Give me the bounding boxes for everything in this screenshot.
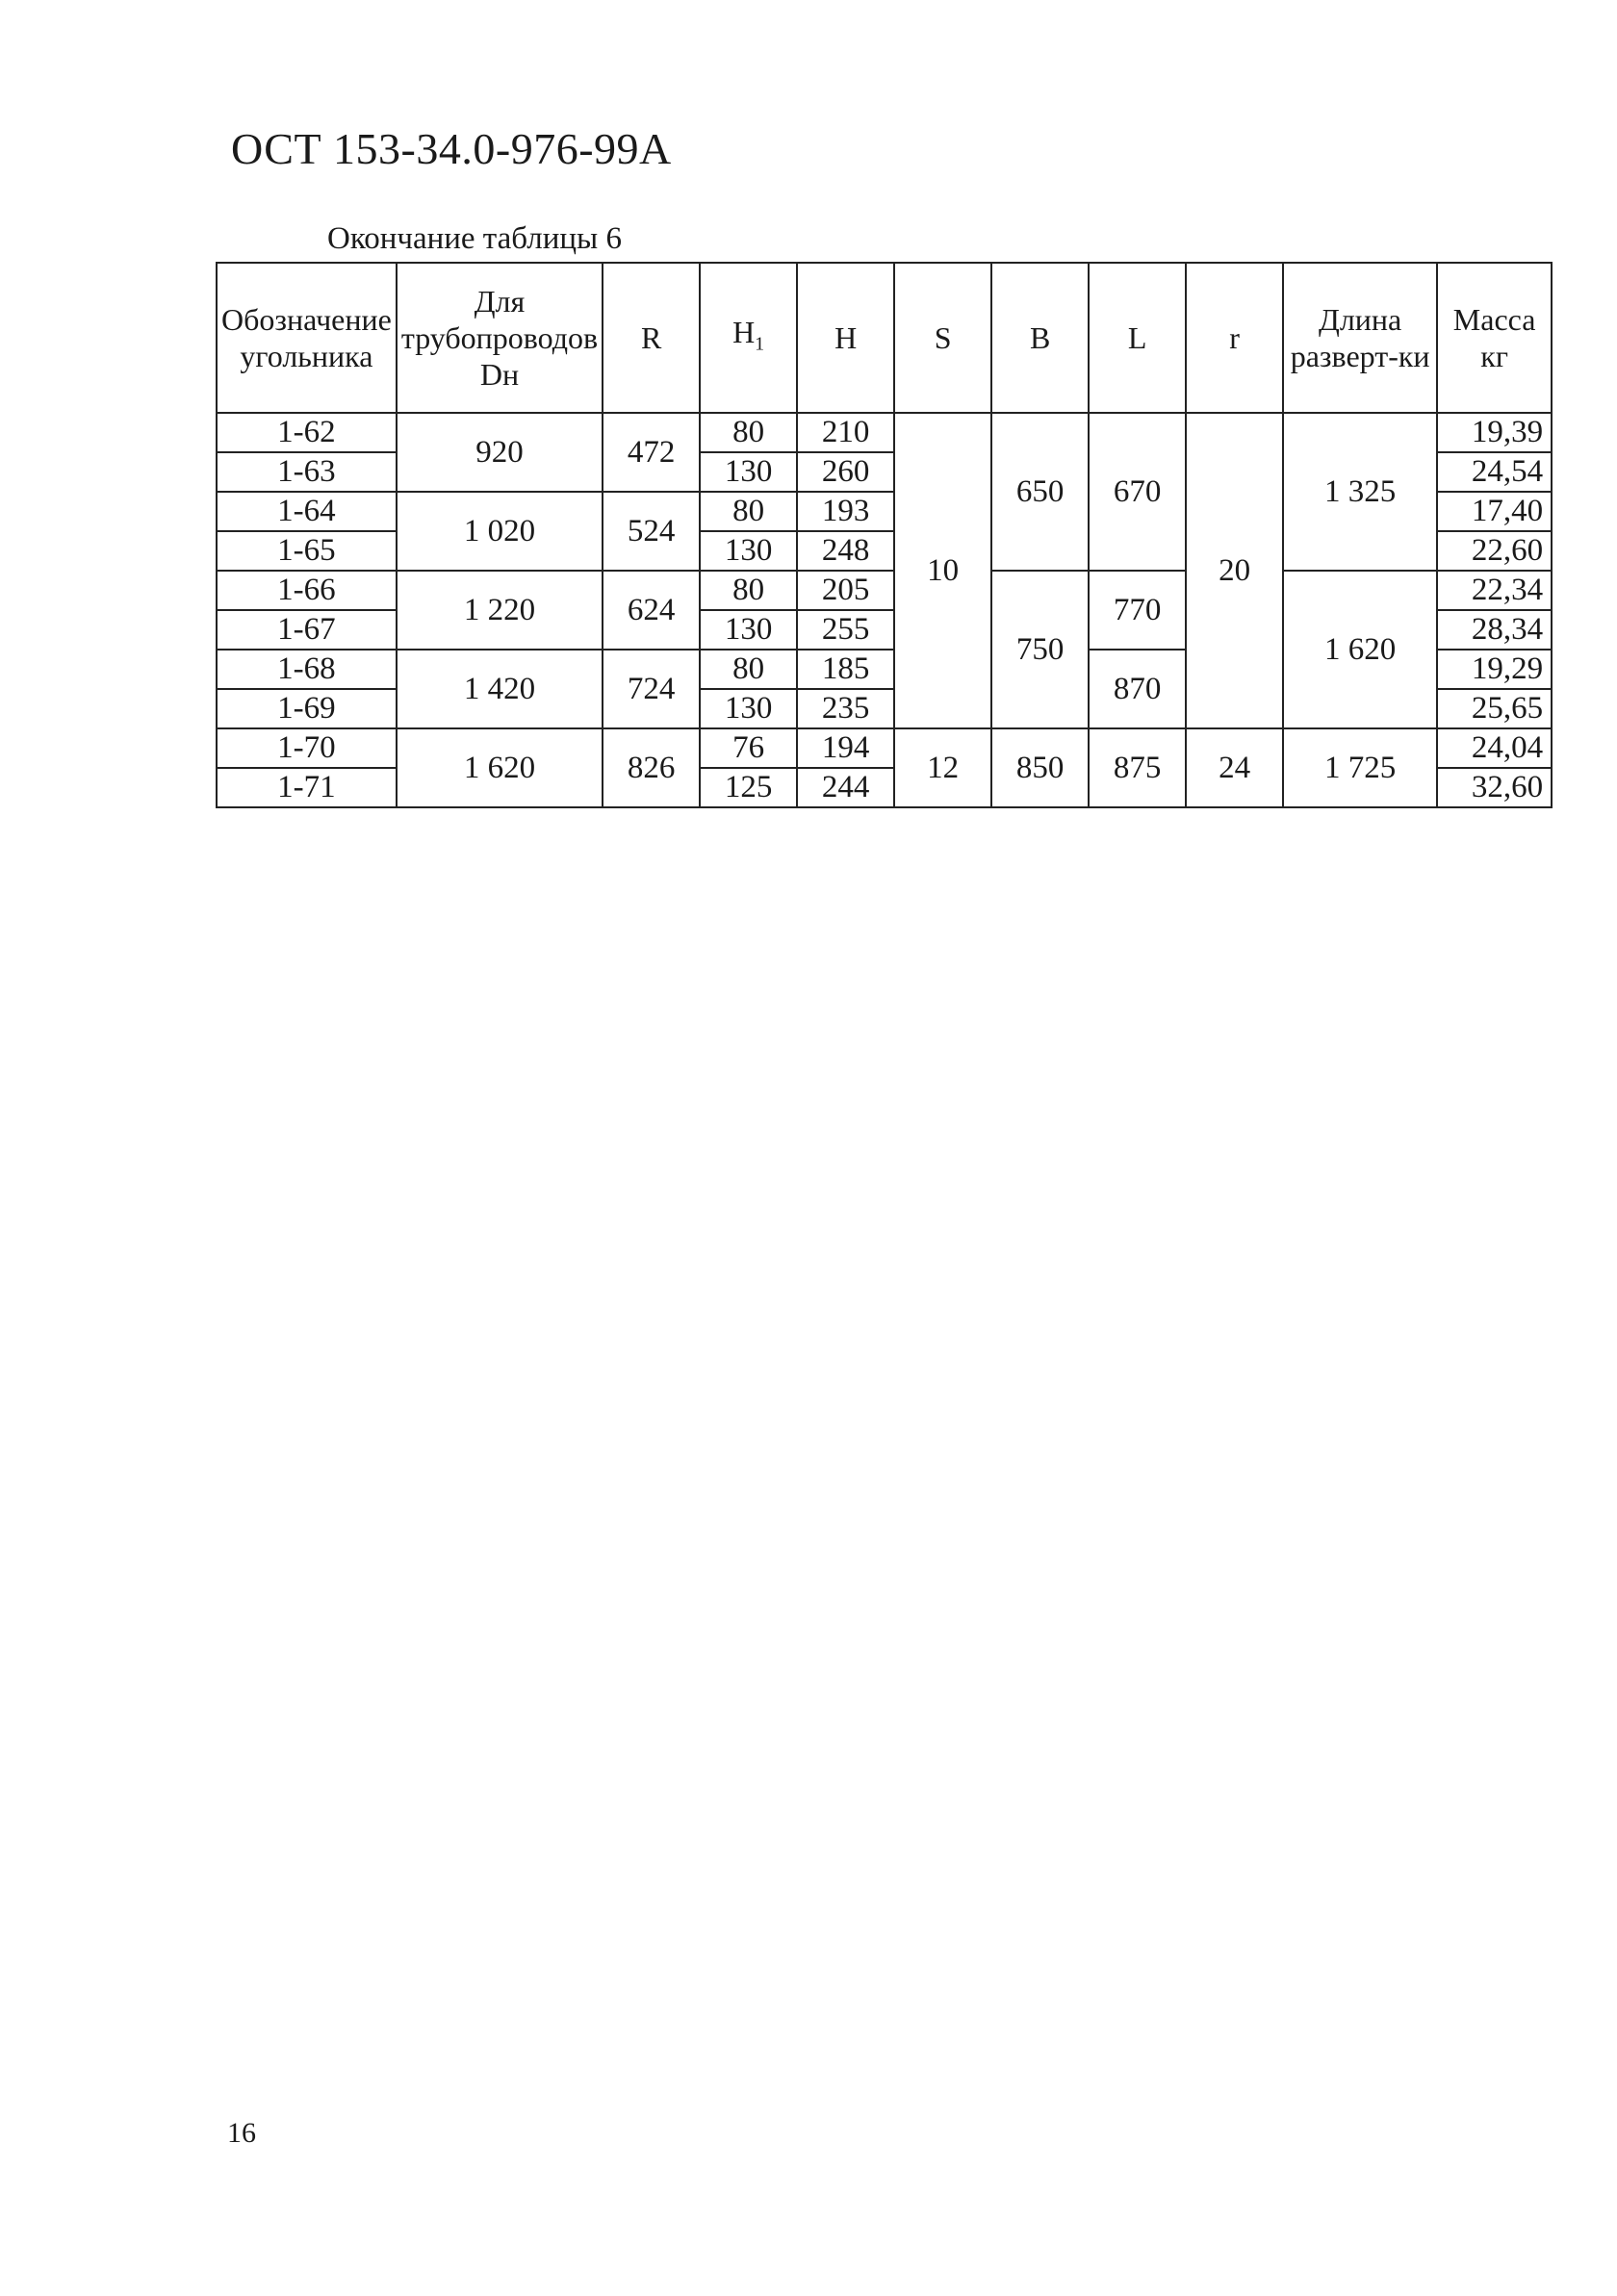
cell-r: 524 (603, 492, 700, 571)
cell-mass: 32,60 (1437, 768, 1552, 807)
cell-l: 770 (1089, 571, 1186, 650)
cell-mass: 25,65 (1437, 689, 1552, 728)
cell-b: 850 (991, 728, 1089, 807)
cell-b: 750 (991, 571, 1089, 728)
table-row (217, 571, 1552, 610)
cell-designation: 1-68 (217, 650, 397, 689)
table-row (217, 413, 1552, 452)
cell-r: 826 (603, 728, 700, 807)
cell-dn: 1 620 (397, 728, 603, 807)
header-length: Длина разверт-ки (1283, 263, 1437, 413)
table-caption: Окончание таблицы 6 (327, 221, 622, 256)
cell-h1: 130 (700, 689, 797, 728)
cell-mass: 22,60 (1437, 531, 1552, 571)
cell-length: 1 325 (1283, 413, 1437, 571)
cell-mass: 19,39 (1437, 413, 1552, 452)
cell-h: 235 (797, 689, 894, 728)
table-header-row (217, 263, 1552, 413)
cell-h: 248 (797, 531, 894, 571)
cell-dn: 920 (397, 413, 603, 492)
cell-designation: 1-63 (217, 452, 397, 492)
cell-h1: 130 (700, 452, 797, 492)
page-number: 16 (227, 2117, 256, 2149)
cell-length: 1 620 (1283, 571, 1437, 728)
header-r-small: r (1186, 263, 1283, 413)
cell-r: 624 (603, 571, 700, 650)
cell-mass: 28,34 (1437, 610, 1552, 650)
cell-designation: 1-64 (217, 492, 397, 531)
cell-designation: 1-71 (217, 768, 397, 807)
spec-table (216, 262, 1553, 808)
document-code: ОСТ 153-34.0-976-99А (231, 124, 672, 173)
cell-length: 1 725 (1283, 728, 1437, 807)
cell-mass: 22,34 (1437, 571, 1552, 610)
cell-dn: 1 220 (397, 571, 603, 650)
table-row (217, 728, 1552, 768)
cell-l: 670 (1089, 413, 1186, 571)
cell-h: 205 (797, 571, 894, 610)
cell-h1: 125 (700, 768, 797, 807)
cell-designation: 1-65 (217, 531, 397, 571)
cell-h: 194 (797, 728, 894, 768)
cell-designation: 1-67 (217, 610, 397, 650)
cell-r: 472 (603, 413, 700, 492)
cell-designation: 1-70 (217, 728, 397, 768)
cell-h1: 80 (700, 650, 797, 689)
header-pipeline: Для трубопроводов Dн (397, 263, 603, 413)
cell-mass: 24,04 (1437, 728, 1552, 768)
cell-h: 260 (797, 452, 894, 492)
cell-dn: 1 420 (397, 650, 603, 728)
header-b: B (991, 263, 1089, 413)
cell-r-small: 20 (1186, 413, 1283, 728)
cell-designation: 1-66 (217, 571, 397, 610)
cell-h: 244 (797, 768, 894, 807)
cell-designation: 1-69 (217, 689, 397, 728)
header-h1: $H_1$ (700, 263, 797, 413)
cell-mass: 19,29 (1437, 650, 1552, 689)
cell-s: 10 (894, 413, 991, 728)
cell-dn: 1 020 (397, 492, 603, 571)
cell-r-small: 24 (1186, 728, 1283, 807)
cell-designation: 1-62 (217, 413, 397, 452)
cell-h: 193 (797, 492, 894, 531)
cell-s: 12 (894, 728, 991, 807)
cell-r: 724 (603, 650, 700, 728)
cell-h1: 80 (700, 492, 797, 531)
cell-h1: 130 (700, 531, 797, 571)
cell-b: 650 (991, 413, 1089, 571)
header-mass: Масса кг (1437, 263, 1552, 413)
cell-h1: 80 (700, 413, 797, 452)
cell-mass: 17,40 (1437, 492, 1552, 531)
cell-l: 870 (1089, 650, 1186, 728)
cell-h: 210 (797, 413, 894, 452)
cell-l: 875 (1089, 728, 1186, 807)
cell-h1: 130 (700, 610, 797, 650)
cell-h1: 80 (700, 571, 797, 610)
cell-mass: 24,54 (1437, 452, 1552, 492)
header-designation: Обозначение угольника (217, 263, 397, 413)
cell-h: 185 (797, 650, 894, 689)
cell-h1: 76 (700, 728, 797, 768)
header-r: R (603, 263, 700, 413)
header-h: H (797, 263, 894, 413)
cell-h: 255 (797, 610, 894, 650)
header-l: L (1089, 263, 1186, 413)
header-s: S (894, 263, 991, 413)
